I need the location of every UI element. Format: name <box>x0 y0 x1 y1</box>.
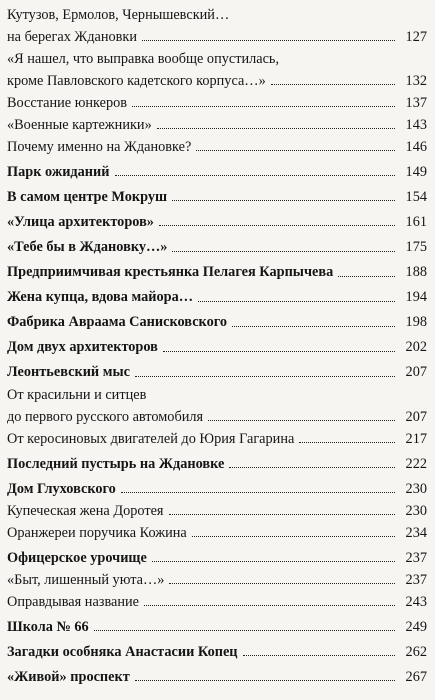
toc-entry <box>7 46 427 68</box>
dot-leader <box>163 351 395 352</box>
toc-entry <box>7 24 427 46</box>
toc-entry <box>7 614 427 636</box>
toc-entry <box>7 2 427 24</box>
page-number: 132 <box>405 72 427 89</box>
dot-leader <box>169 514 396 515</box>
dot-leader <box>172 251 395 252</box>
toc-title: «Быт, лишенный уюта…» <box>7 571 165 588</box>
toc-title: Предприимчивая крестьянка Пелагея Карпычева <box>7 264 334 281</box>
page-number: 222 <box>405 455 427 472</box>
toc-title: Кутузов, Ермолов, Чернышевский… <box>7 6 230 23</box>
toc-entry <box>7 159 427 181</box>
page-number: 207 <box>405 408 427 425</box>
toc-entry <box>7 426 427 448</box>
page-number: 234 <box>405 524 427 541</box>
toc-entry <box>7 335 427 357</box>
toc-title: «Военные картежники» <box>7 116 152 133</box>
toc-entry <box>7 382 427 404</box>
page-number: 149 <box>405 164 427 181</box>
dot-leader <box>208 420 395 421</box>
page-number: 175 <box>405 239 427 256</box>
dot-leader <box>152 561 395 562</box>
dot-leader <box>232 326 395 327</box>
toc-title: кроме Павловского кадетского корпуса…» <box>7 72 266 89</box>
toc-title: «Живой» проспект <box>7 669 130 686</box>
toc-title: Восстание юнкеров <box>7 94 128 111</box>
toc-title: «Я нашел, что выправка вообще опустилась, <box>7 50 280 67</box>
toc-entry <box>7 234 427 256</box>
toc-entry <box>7 404 427 426</box>
page-number: 230 <box>405 480 427 497</box>
toc-entry <box>7 112 427 134</box>
toc-entry <box>7 476 427 498</box>
toc-title: Дом Глуховского <box>7 480 116 497</box>
page-number: 127 <box>405 28 427 45</box>
page-number: 188 <box>405 264 427 281</box>
dot-leader <box>338 276 395 277</box>
page-number: 137 <box>405 94 427 111</box>
page-number: 207 <box>405 364 427 381</box>
dot-leader <box>135 376 395 377</box>
toc-title: Последний пустырь на Ждановке <box>7 455 225 472</box>
page-number: 237 <box>405 571 427 588</box>
page-number: 243 <box>405 593 427 610</box>
dot-leader <box>299 442 395 443</box>
toc-entry <box>7 567 427 589</box>
toc-entry <box>7 520 427 542</box>
toc-entry <box>7 451 427 473</box>
page-number: 262 <box>405 644 427 661</box>
toc-title: «Улица архитекторов» <box>7 214 154 231</box>
toc-title: Офицерское урочище <box>7 549 147 566</box>
toc-entry <box>7 310 427 332</box>
toc-title: до первого русского автомобиля <box>7 408 204 425</box>
dot-leader <box>192 536 395 537</box>
page-number: 217 <box>405 430 427 447</box>
dot-leader <box>169 583 395 584</box>
page-number: 267 <box>405 669 427 686</box>
page-number: 161 <box>405 214 427 231</box>
toc-title: Загадки особняка Анастасии Копец <box>7 644 238 661</box>
dot-leader <box>159 225 395 226</box>
toc-title: Жена купца, вдова майора… <box>7 289 194 306</box>
dot-leader <box>144 605 395 606</box>
dot-leader <box>115 175 395 176</box>
toc-entry <box>7 90 427 112</box>
toc-entry <box>7 68 427 90</box>
page-number: 249 <box>405 618 427 635</box>
dot-leader <box>229 467 395 468</box>
toc-title: От керосиновых двигателей до Юрия Гагарина <box>7 430 295 447</box>
toc-entry <box>7 498 427 520</box>
dot-leader <box>132 106 395 107</box>
toc-title: От красильни и ситцев <box>7 386 147 403</box>
page-number: 194 <box>405 289 427 306</box>
dot-leader <box>135 680 395 681</box>
toc-entry <box>7 209 427 231</box>
toc-title: Парк ожиданий <box>7 164 110 181</box>
toc-title: «Тебе бы в Ждановку…» <box>7 239 168 256</box>
toc-title: В самом центре Мокруш <box>7 189 168 206</box>
toc-title: Почему именно на Ждановке? <box>7 139 192 156</box>
toc-title: Оправдывая название <box>7 593 140 610</box>
page-number: 237 <box>405 549 427 566</box>
toc-entry <box>7 134 427 156</box>
page-number: 230 <box>405 502 427 519</box>
toc-entry <box>7 545 427 567</box>
dot-leader <box>94 630 395 631</box>
toc-title: Леонтьевский мыс <box>7 364 130 381</box>
toc-title: Дом двух архитекторов <box>7 339 158 356</box>
dot-leader <box>157 128 395 129</box>
table-of-contents <box>7 2 427 686</box>
toc-title: Фабрика Авраама Санисковского <box>7 314 228 331</box>
toc-entry <box>7 639 427 661</box>
page-number: 202 <box>405 339 427 356</box>
toc-entry <box>7 260 427 282</box>
page-number: 143 <box>405 116 427 133</box>
dot-leader <box>121 492 395 493</box>
dot-leader <box>243 655 395 656</box>
page-number: 198 <box>405 314 427 331</box>
dot-leader <box>196 150 395 151</box>
toc-entry <box>7 664 427 686</box>
toc-entry <box>7 285 427 307</box>
toc-title: Купеческая жена Доротея <box>7 502 164 519</box>
page-number: 146 <box>405 139 427 156</box>
dot-leader <box>271 84 395 85</box>
toc-title: Оранжереи поручика Кожина <box>7 524 187 541</box>
toc-title: на берегах Ждановки <box>7 28 138 45</box>
toc-title: Школа № 66 <box>7 618 89 635</box>
dot-leader <box>172 200 395 201</box>
toc-entry <box>7 589 427 611</box>
dot-leader <box>198 301 395 302</box>
toc-entry <box>7 184 427 206</box>
page-number: 154 <box>405 189 427 206</box>
toc-entry <box>7 360 427 382</box>
dot-leader <box>142 40 395 41</box>
